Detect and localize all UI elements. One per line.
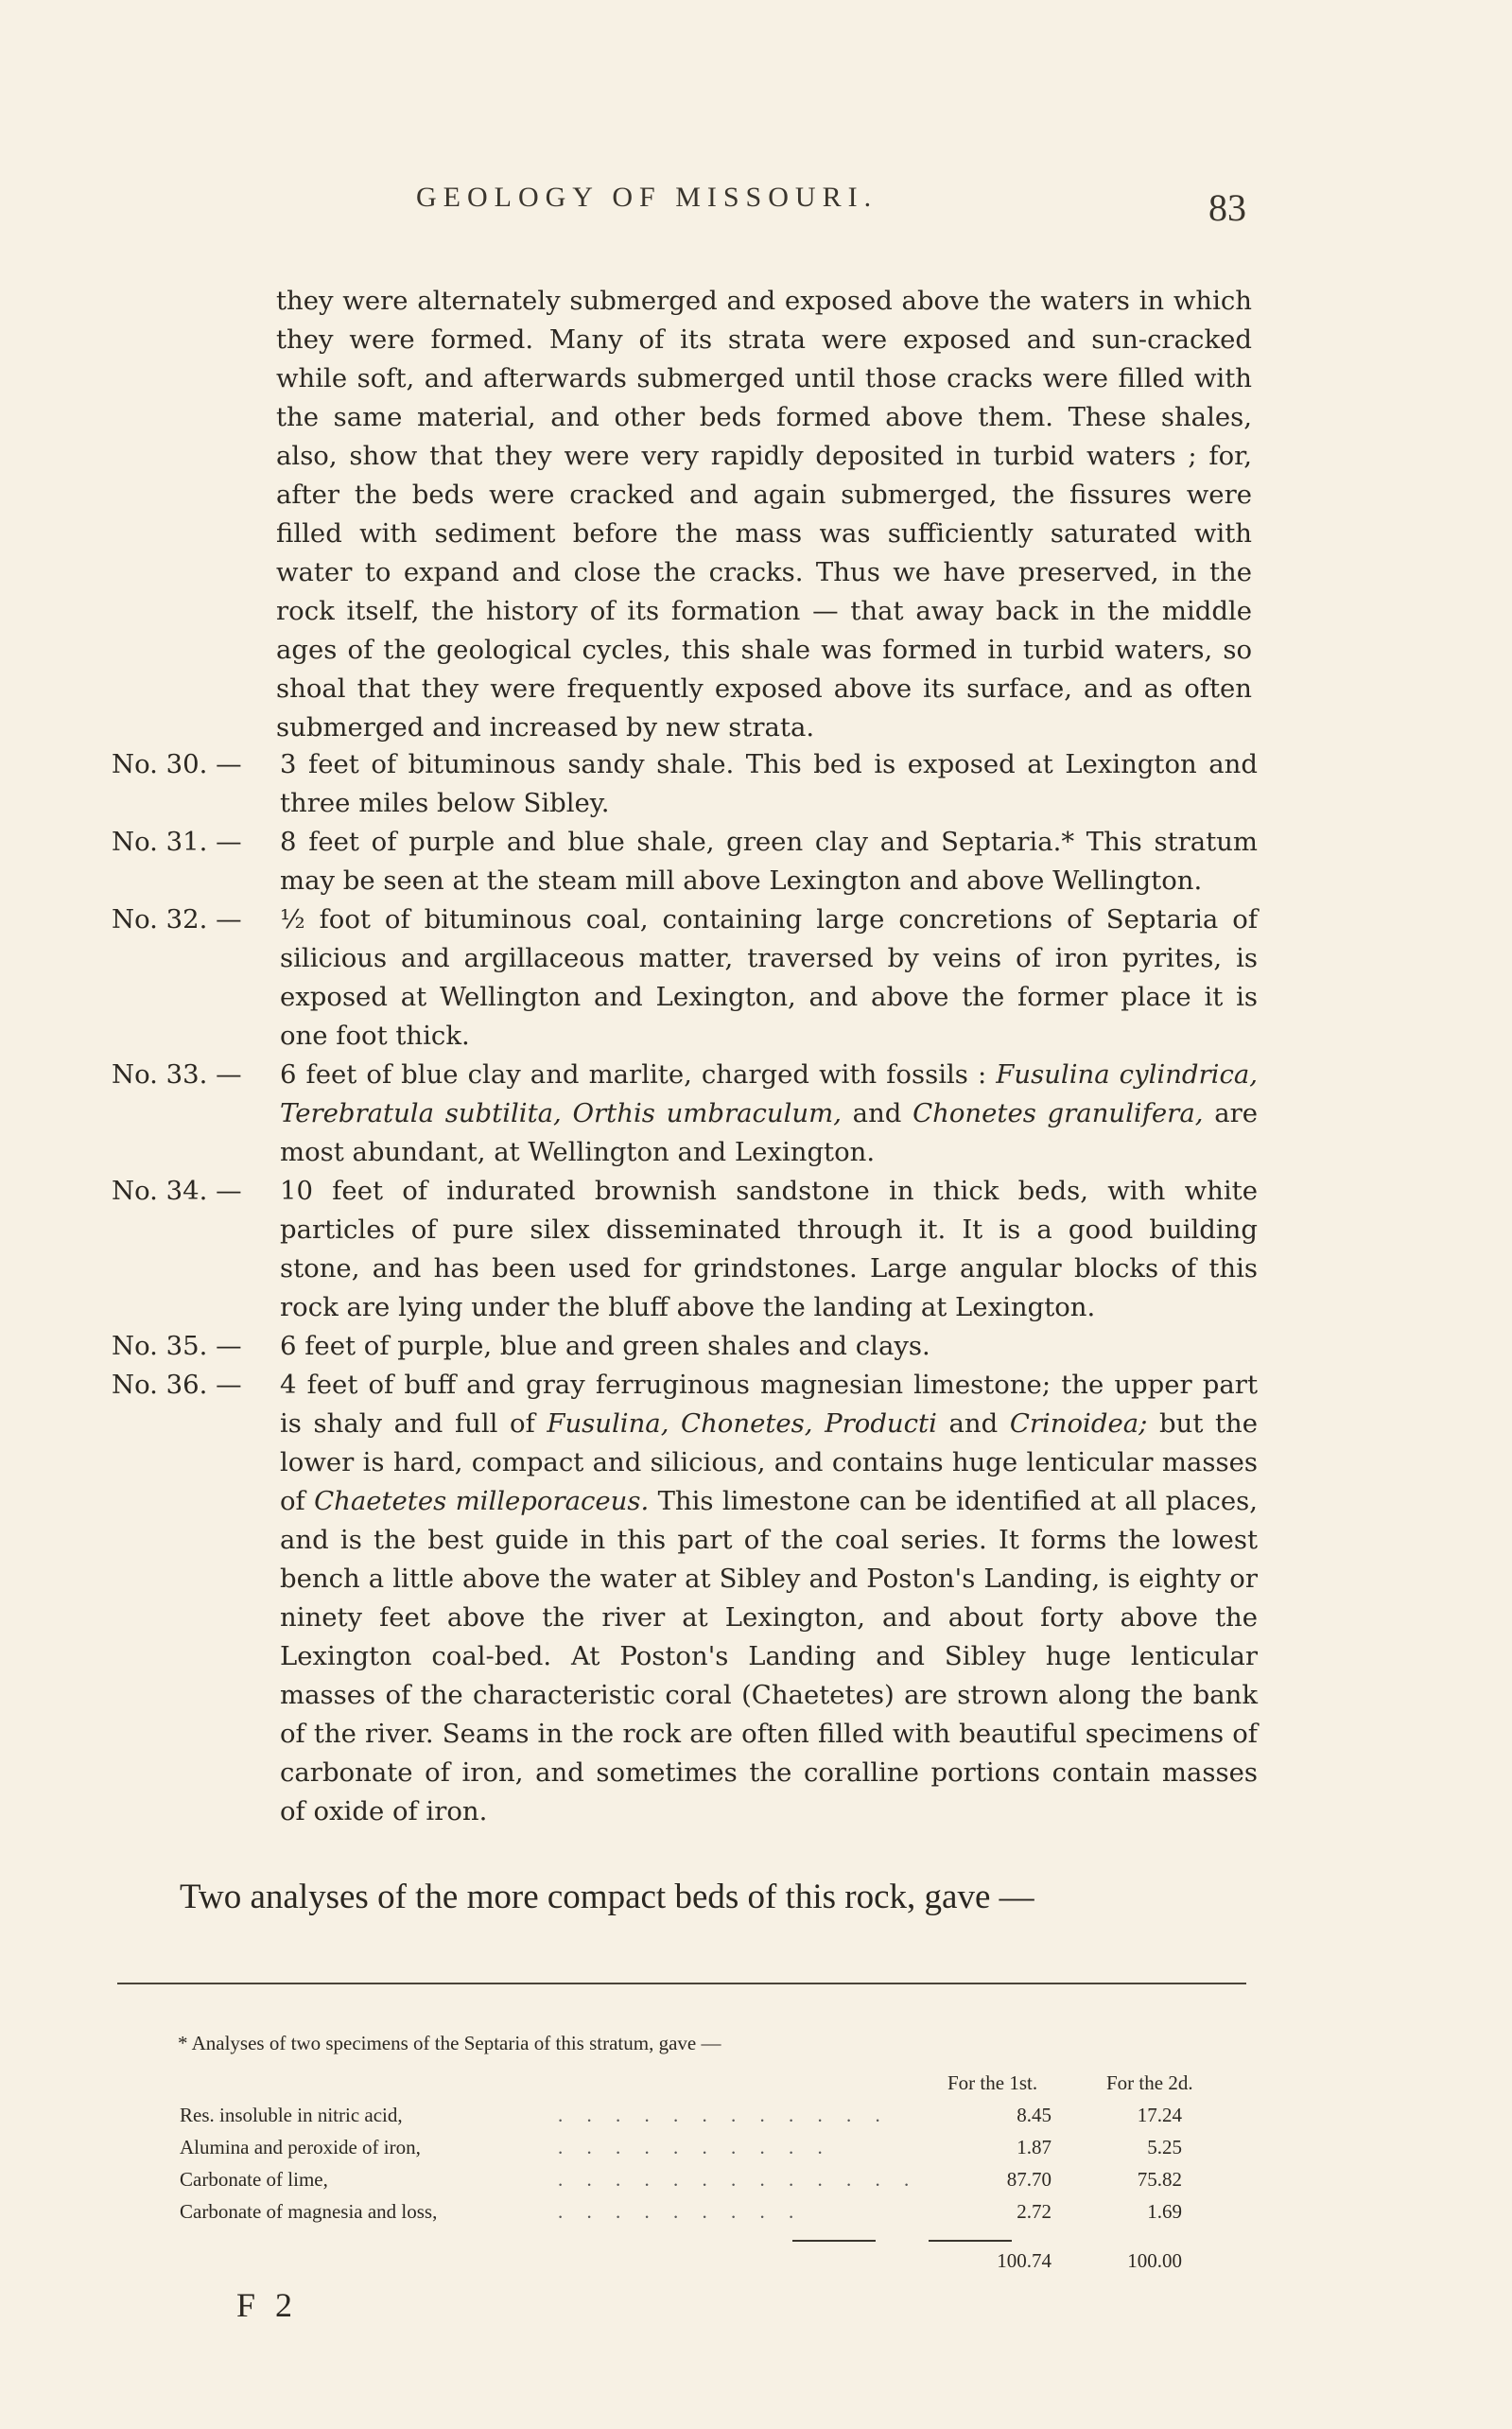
text-run: This limestone can be identified at all places, and is the best guide in this part of the coal series. It forms the lowest bench a little above the water at Sibley and Poston's Landing, is eighty or ninety feet above the river at Lexington, and about forty above the Lexington coal-bed. At Poston's Landing and Sibley huge lenticular masses of the characteristic coral (Chaetetes) are strown along the bank of the river. Seams in the rock are often filled with beautiful specimens of carbonate of iron, and sometimes the coralline portions contain masses of oxide of iron. xyxy=(280,1486,1258,1826)
stratum-description: 10 feet of indurated brownish sandstone in thick beds, with white particles of pure silex disseminated through it. It is a good building stone, and has been used for grindstones. Large angular blocks of this rock are lying under the bluff above the landing at Lexington. xyxy=(280,1176,1258,1322)
leader-dots: . . . . . . . . . . xyxy=(558,2136,832,2158)
value-second: 75.82 xyxy=(1137,2168,1182,2191)
stratum-description xyxy=(280,1056,1258,1172)
sum-rule xyxy=(929,2240,1012,2242)
stratum-entry xyxy=(112,1366,1258,1831)
footnote-title: * Analyses of two specimens of the Septaria of this stratum, gave — xyxy=(178,2032,721,2054)
row-label: Carbonate of magnesia and loss, xyxy=(180,2200,438,2223)
column-header: For the 2d. xyxy=(1106,2071,1193,2094)
analysis-table xyxy=(180,2071,1258,2232)
value-first: 87.70 xyxy=(1006,2168,1051,2191)
analysis-caption: Two analyses of the more compact beds of this rock, gave — xyxy=(180,1878,1034,1916)
stratum-number: No. 35. — xyxy=(112,1331,242,1361)
row-label: Res. insoluble in nitric acid, xyxy=(180,2104,403,2126)
stratum-number: No. 32. — xyxy=(112,904,242,935)
column-header: For the 1st. xyxy=(947,2071,1038,2094)
total-first: 100.74 xyxy=(997,2249,1051,2272)
stratum-number: No. 30. — xyxy=(112,749,242,779)
stratum-number: No. 33. — xyxy=(112,1059,242,1090)
stratum-description: 8 feet of purple and blue shale, green clay and Septaria.* This stratum may be seen at the steam mill above Lexington and above Wellington. xyxy=(280,827,1258,896)
fossil-names: Fusulina cylindrica, Terebratula subtilita, Orthis umbraculum, xyxy=(280,1059,1258,1128)
fossil-names: Crinoidea; xyxy=(1009,1408,1148,1439)
table-row xyxy=(180,2168,1258,2200)
value-first: 8.45 xyxy=(1017,2104,1051,2126)
stratum-entry xyxy=(112,1056,1258,1172)
value-first: 1.87 xyxy=(1017,2136,1051,2158)
footnote-divider xyxy=(117,1983,1246,1984)
stratum-description: ½ foot of bituminous coal, containing large concretions of Septaria of silicious and argillaceous matter, traversed by veins of iron pyrites, is exposed at Wellington and Lexington, and above the former place it is one foot thick. xyxy=(280,904,1258,1051)
stratum-description: 3 feet of bituminous sandy shale. This bed is exposed at Lexington and three miles below Sibley. xyxy=(280,749,1258,818)
stratum-description xyxy=(280,1366,1258,1831)
text-run: and xyxy=(936,1408,1010,1439)
strata-list xyxy=(112,745,1258,1831)
text-run: are most abundant, at Wellington and Lexington. xyxy=(280,1098,1259,1167)
stratum-entry xyxy=(112,1327,1258,1366)
stratum-entry xyxy=(112,745,1258,823)
row-label: Carbonate of lime, xyxy=(180,2168,328,2191)
text-run: and xyxy=(841,1098,913,1128)
stratum-entry xyxy=(112,1172,1258,1327)
running-title: GEOLOGY OF MISSOURI. xyxy=(416,182,878,213)
text-run: but the lower is hard, compact and silicious, and contains huge lenticular masses of xyxy=(280,1408,1259,1516)
text-run: 6 feet of blue clay and marlite, charged with fossils : xyxy=(280,1059,997,1090)
page-number: 83 xyxy=(1208,186,1246,229)
table-row xyxy=(180,2104,1258,2136)
sum-rule xyxy=(792,2240,876,2242)
fossil-names: Chaetetes milleporaceus. xyxy=(314,1486,650,1516)
value-second: 17.24 xyxy=(1137,2104,1182,2126)
value-second: 5.25 xyxy=(1147,2136,1182,2158)
table-row xyxy=(180,2136,1258,2168)
text-run: 4 feet of buff and gray ferruginous magnesian limestone; the upper part is shaly and full of xyxy=(280,1370,1258,1439)
value-first: 2.72 xyxy=(1017,2200,1051,2223)
stratum-number: No. 31. — xyxy=(112,827,242,857)
intro-paragraph: they were alternately submerged and exposed above the waters in which they were formed. Many of its strata were exposed and sun-cracked while soft, and afterwards submerged until those cracks were filled with the same material, and other beds formed above them. These shales, also, show that they were very rapidly deposited in turbid waters ; for, after the beds were cracked and again submerged, the fissures were filled with sediment before the mass was sufficiently saturated with water to expand and close the cracks. Thus we have preserved, in the rock itself, the history of its formation — that away back in the middle ages of the geological cycles, this shale was formed in turbid waters, so shoal that they were frequently exposed above its surface, and as often submerged and increased by new strata. xyxy=(276,286,1252,743)
stratum-entry xyxy=(112,823,1258,900)
stratum-number: No. 36. — xyxy=(112,1370,242,1400)
value-second: 1.69 xyxy=(1147,2200,1182,2223)
leader-dots: . . . . . . . . . . . . . xyxy=(558,2168,919,2191)
stratum-description: 6 feet of purple, blue and green shales and clays. xyxy=(280,1331,930,1361)
fossil-names: Fusulina, Chonetes, Producti xyxy=(547,1408,937,1439)
stratum-number: No. 34. — xyxy=(112,1176,242,1206)
leader-dots: . . . . . . . . . . . . xyxy=(558,2104,890,2126)
table-header xyxy=(180,2071,1258,2104)
total-second: 100.00 xyxy=(1127,2249,1182,2272)
leader-dots: . . . . . . . . . xyxy=(558,2200,804,2223)
table-row xyxy=(180,2200,1258,2232)
stratum-entry xyxy=(112,900,1258,1056)
signature-mark: F 2 xyxy=(236,2286,299,2324)
fossil-names: Chonetes granulifera, xyxy=(912,1098,1204,1128)
row-label: Alumina and peroxide of iron, xyxy=(180,2136,421,2158)
